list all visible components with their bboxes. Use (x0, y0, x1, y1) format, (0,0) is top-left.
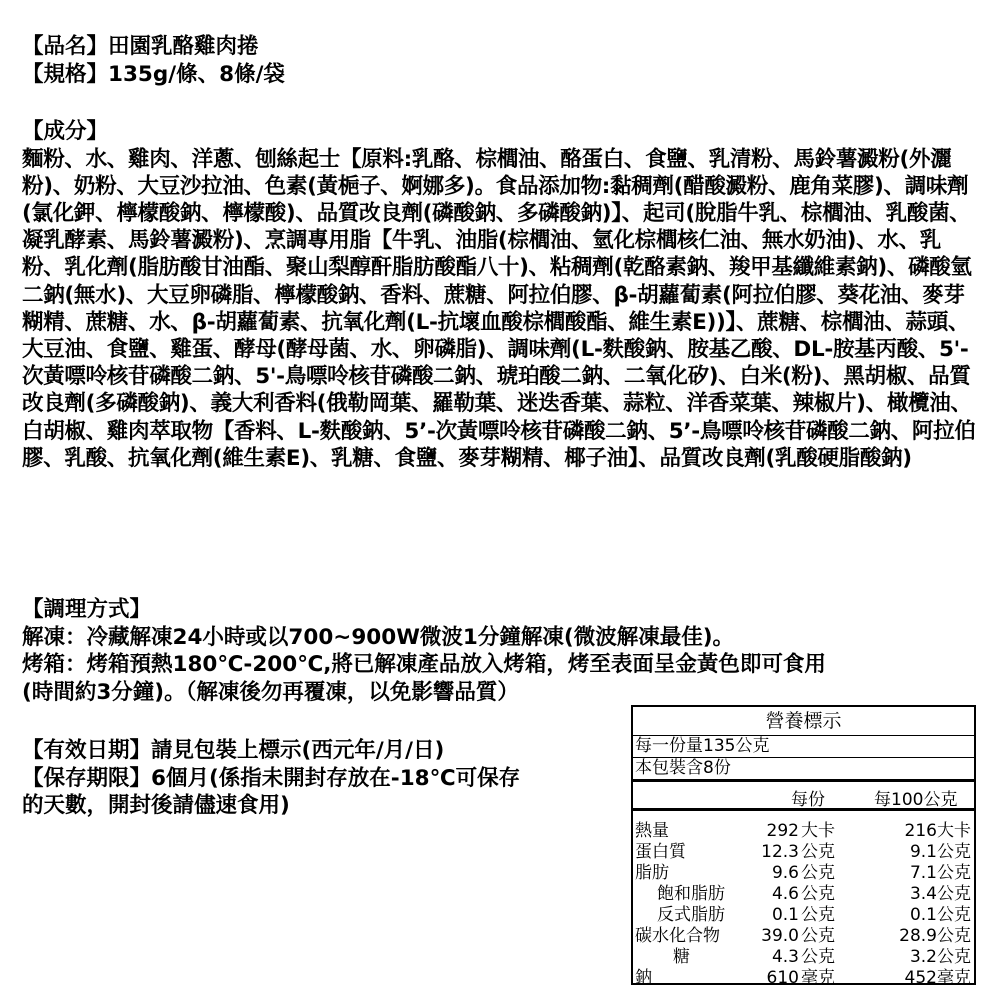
nutrition-rows (633, 811, 974, 989)
per-100g-unit: 公克 (937, 842, 971, 862)
per-100g-value: 452 (904, 968, 937, 988)
per-100g-unit: 公克 (937, 863, 971, 883)
expiry-section (22, 737, 520, 820)
per-serving-unit: 公克 (801, 842, 835, 862)
nutrition-row-trans-fat (633, 905, 974, 926)
per-100g-value: 28.9 (899, 926, 937, 946)
nutrient-name: 蛋白質 (635, 842, 686, 862)
expiry-date-line: 【有效日期】請見包裝上標示(西元年/月/日) (22, 738, 445, 763)
per-serving-unit: 公克 (801, 884, 835, 904)
nutrient-name: 熱量 (635, 821, 669, 841)
nutrition-facts-table (631, 705, 976, 988)
col-per-100g: 每100公克 (874, 790, 958, 810)
nutrition-row-saturated-fat (633, 884, 974, 905)
product-name-line: 【品名】田園乳酪雞肉捲 (22, 34, 259, 59)
per-100g-value: 216 (904, 821, 937, 841)
col-per-serving: 每份 (791, 790, 825, 810)
per-serving-value: 610 (766, 968, 799, 988)
per-serving-unit: 公克 (801, 926, 835, 946)
nutrition-column-headers (633, 782, 974, 811)
per-100g-unit: 公克 (937, 905, 971, 925)
per-serving-value: 9.6 (771, 863, 799, 883)
per-serving-value: 39.0 (761, 926, 799, 946)
nutrition-row-fat (633, 863, 974, 884)
per-serving-unit: 公克 (801, 863, 835, 883)
nutrition-row-energy (633, 821, 974, 842)
product-spec-line: 【規格】135g/條、8條/袋 (22, 61, 285, 87)
per-100g-unit: 公克 (937, 926, 971, 946)
per-100g-value: 3.2 (909, 947, 937, 967)
storage-line-2: 的天數，開封後請儘速食用) (22, 793, 290, 818)
per-100g-unit: 公克 (937, 947, 971, 967)
cooking-oven-1: 烤箱：烤箱預熱180℃-200℃,將已解凍產品放入烤箱，烤至表面呈金黃色即可食用 (22, 652, 826, 677)
nutrient-name: 鈉 (635, 968, 652, 988)
per-serving-value: 12.3 (761, 842, 799, 862)
per-100g-unit: 公克 (937, 884, 971, 904)
per-serving-unit: 大卡 (801, 821, 835, 841)
nutrition-row-protein (633, 842, 974, 863)
nutrition-row-sodium (633, 968, 974, 989)
per-serving-unit: 毫克 (801, 968, 835, 988)
nutrient-name: 脂肪 (635, 863, 669, 883)
nutrient-name: 反式脂肪 (657, 905, 725, 925)
nutrient-name: 糖 (673, 947, 690, 967)
nutrient-name: 碳水化合物 (635, 926, 720, 946)
cooking-section (22, 596, 826, 706)
per-100g-value: 0.1 (909, 905, 937, 925)
per-100g-unit: 毫克 (937, 968, 971, 988)
per-100g-unit: 大卡 (937, 821, 971, 841)
ingredients-heading: 【成分】 (22, 119, 109, 144)
per-serving-value: 4.3 (771, 947, 799, 967)
product-header (22, 33, 285, 88)
nutrition-row-sugar (633, 947, 974, 968)
storage-line-1: 【保存期限】6個月(係指未開封存放在-18℃可保存 (22, 765, 521, 791)
per-100g-value: 9.1 (909, 842, 937, 862)
nutrition-row-carbohydrate (633, 926, 974, 947)
nutrition-title: 營養標示 (633, 707, 974, 736)
cooking-thaw: 解凍：冷藏解凍24小時或以700~900W微波1分鐘解凍(微波解凍最佳)。 (22, 624, 735, 650)
per-serving-value: 292 (766, 821, 799, 841)
nutrient-name: 飽和脂肪 (657, 884, 725, 904)
per-serving-value: 4.6 (771, 884, 799, 904)
cooking-heading: 【調理方式】 (22, 597, 152, 622)
ingredients-text: 麵粉、水、雞肉、洋蔥、刨絲起士【原料:乳酪、棕櫚油、酪蛋白、食鹽、乳清粉、馬鈴薯澱粉(外灑粉)、奶粉、大豆沙拉油、色素(黃梔子、婀娜多)。食品添加物:黏稠劑(醋酸澱粉、鹿角菜膠)、調味劑(氯化鉀、檸檬酸鈉、檸檬酸)、品質改良劑(磷酸鈉、多磷酸鈉)】、起司(脫脂牛乳、棕櫚油、乳酸菌、凝乳酵素、馬鈴薯澱粉)、烹調專用脂【牛乳、油脂(棕櫚油、氫化棕櫚核仁油、無水奶油)、水、乳粉、乳化劑(脂肪酸甘油酯、聚山梨醇酐脂肪酸酯八十)、粘稠劑(乾酪素鈉、羧甲基纖維素鈉)、磷酸氫二鈉(無水)、大豆卵磷脂、檸檬酸鈉、香料、蔗糖、阿拉伯膠、β-胡蘿蔔素(阿拉伯膠、葵花油、麥芽糊精、蔗糖、水、β-胡蘿蔔素、抗氧化劑(L-抗壞血酸棕櫚酸酯、維生素E))】、蔗糖、棕櫚油、蒜頭、大豆油、食鹽、雞蛋、酵母(酵母菌、水、卵磷脂)、調味劑(L-麩酸鈉、胺基乙酸、DL-胺基丙酸、5'-次黃嘌呤核苷磷酸二鈉、5'-鳥嘌呤核苷磷酸二鈉、琥珀酸二鈉、二氧化矽)、白米(粉)、黑胡椒、品質改良劑(多磷酸鈉)、義大利香料(俄勒岡葉、羅勒葉、迷迭香葉、蒜粒、洋香菜葉、辣椒片)、橄欖油、白胡椒、雞肉萃取物【香料、L-麩酸鈉、5’-次黃嘌呤核苷磷酸二鈉、5’-鳥嘌呤核苷磷酸二鈉、阿拉伯膠、乳酸、抗氧化劑(維生素E)、乳糖、食鹽、麥芽糊精、椰子油】、品質改良劑(乳酸硬脂酸鈉) (22, 146, 976, 471)
servings-per-package: 本包裝含8份 (633, 758, 974, 782)
per-serving-unit: 公克 (801, 947, 835, 967)
serving-size: 每一份量135公克 (633, 736, 974, 758)
per-100g-value: 3.4 (909, 884, 937, 904)
per-100g-value: 7.1 (909, 863, 937, 883)
ingredients-section (22, 118, 982, 472)
per-serving-value: 0.1 (771, 905, 799, 925)
cooking-oven-2: (時間約3分鐘)。（解凍後勿再覆凍，以免影響品質） (22, 679, 519, 705)
per-serving-unit: 公克 (801, 905, 835, 925)
